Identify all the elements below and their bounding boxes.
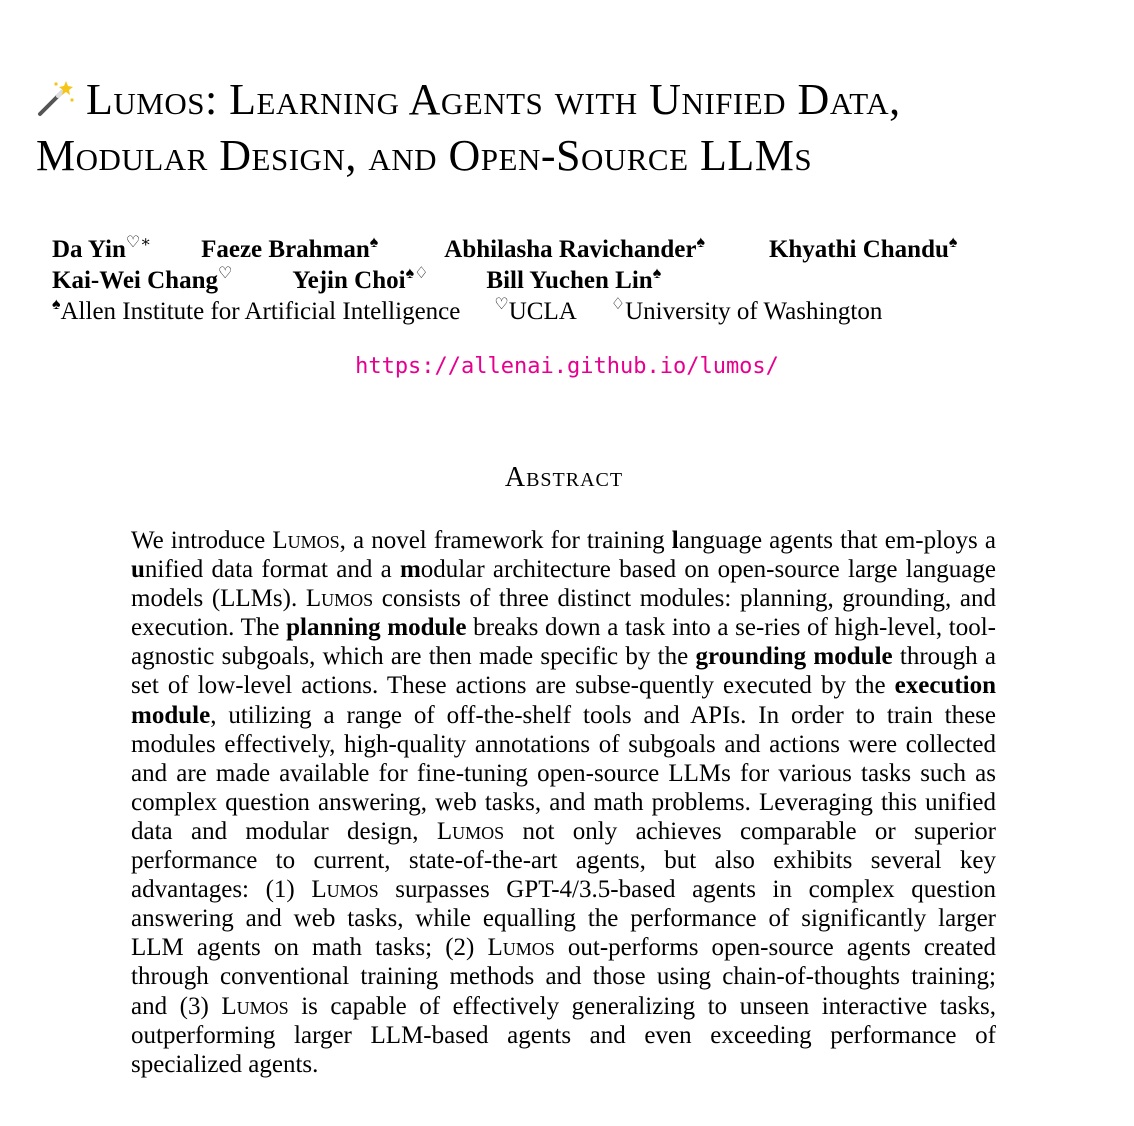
author-block [52,234,1112,327]
author-da-yin: Da Yin♡∗ [52,234,152,263]
author-faeze-brahman: Faeze Brahman♠ [201,234,379,263]
affiliation-ucla: ♡UCLA [494,296,577,325]
paper-title [36,72,1126,184]
abstract-text: is capable of effectively generalizing to unseen interactive tasks, outperforming larger LLM-based agents and even exceeding performance of specialized agents. [131,992,996,1078]
abstract-text: , utilizing a range of off-the-shelf tools and APIs. In order to train these modules effectively, high-quality annotations of subgoals and actions were collected and are made available for fine-tuning open-source LLMs for various tasks such as complex question answering, web tasks, and math problems. Leveraging this unified data and modular design, [131,701,996,845]
author-bill-yuchen-lin: Bill Yuchen Lin♠ [486,265,662,294]
abstract-text: through a set of low-level actions. These actions are subse-quently executed by the [131,643,996,700]
abstract-text: nified data format and a [144,556,400,584]
magic-wand-icon [36,78,76,118]
abstract-text: , a novel framework for training [339,527,672,554]
author-abhilasha-ravichander: Abhilasha Ravichander♠ [444,234,705,263]
author-row-2 [52,265,1112,296]
title-line-2: Modular Design, and Open-Source LLMs [36,131,813,180]
abstract-text: consists of three distinct modules: planning, grounding, and execution. The [131,585,997,642]
abstract-system-name: Lumos [311,876,379,904]
abstract-bold-text: l [671,527,679,554]
affiliation-uw: ♢University of Washington [610,296,883,325]
abstract-bold-text: planning module [286,614,467,642]
abstract-text: surpasses GPT-4/3.5-based agents in complex question answering and web tasks, while equalling the performance of significantly larger LLM agents on math tasks; (2) [131,876,997,962]
author-row-1 [52,234,1112,265]
abstract-system-name: Lumos [487,934,555,962]
abstract-text: odular architecture based on open-source large language models (LLMs). [131,556,996,613]
abstract-bold-text: execution module [131,672,996,729]
author-yejin-choi: Yejin Choi♠♢ [292,265,429,294]
abstract-text: breaks down a task into a se-ries of high-level, tool-agnostic subgoals, which are then made specific by the [131,614,996,671]
project-url-link[interactable]: https://allenai.github.io/lumos/ [355,354,779,379]
abstract-system-name: Lumos [305,585,374,613]
abstract-bold-text: u [131,556,145,584]
author-khyathi-chandu: Khyathi Chandu♠ [768,234,958,263]
abstract-text: anguage agents that em-ploys a [678,527,996,554]
affiliations-row [52,296,1112,327]
title-line-1 [36,72,1126,128]
abstract-system-name: Lumos [221,992,289,1020]
title-text-1: Lumos: Learning Agents with Unified Data, [86,75,901,124]
abstract-text: We introduce [131,527,273,554]
author-kai-wei-chang: Kai-Wei Chang♡ [52,265,233,294]
abstract-system-name: Lumos [272,527,340,554]
abstract-bold-text: grounding module [695,643,893,671]
abstract-text: out-performs open-source agents created through conventional training methods and those using chain-of-thoughts training; and (3) [131,934,996,1020]
abstract-heading: Abstract [504,462,624,493]
abstract-text: not only achieves comparable or superior performance to current, state-of-the-art agents, but also exhibits several key advantages: (1) [131,817,996,904]
affiliation-ai2: ♠Allen Institute for Artificial Intelligence [52,296,461,325]
abstract-bold-text: m [399,556,421,584]
abstract-body [131,526,996,1079]
abstract-system-name: Lumos [436,817,505,845]
